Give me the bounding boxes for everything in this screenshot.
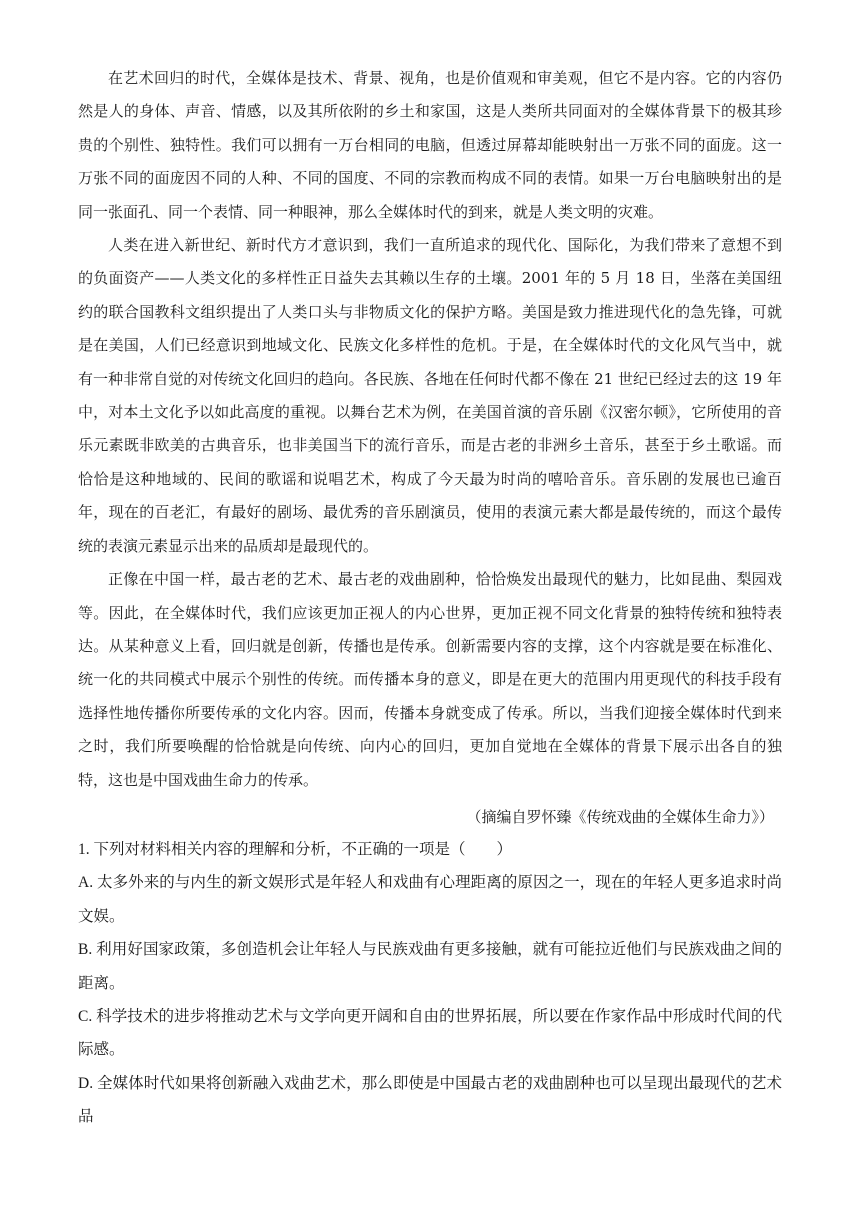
option-a: A. 太多外来的与内生的新文娱形式是年轻人和戏曲有心理距离的原因之一，现在的年轻人更多追求时尚文娱。 bbox=[78, 874, 782, 925]
document-page bbox=[78, 62, 782, 1134]
option-d: D. 全媒体时代如果将创新融入戏曲艺术，那么即使是中国最古老的戏曲剧种也可以呈现出最现代的艺术品 bbox=[78, 1074, 782, 1126]
option-b: B. 利用好国家政策，多创造机会让年轻人与民族戏曲有更多接触，就有可能拉近他们与民族戏曲之间的距离。 bbox=[78, 941, 782, 992]
question-stem: 1. 下列对材料相关内容的理解和分析，不正确的一项是（ ） bbox=[78, 840, 513, 858]
passage-source: （摘编自罗怀臻《传统戏曲的全媒体生命力》） bbox=[466, 807, 774, 826]
passage-paragraph-1: 在艺术回归的时代，全媒体是技术、背景、视角，也是价值观和审美观，但它不是内容。它的内容仍然是人的身体、声音、情感，以及其所依附的乡土和家国，这是人类所共同面对的全媒体背景下的极其珍贵的个别性、独特性。我们可以拥有一万台相同的电脑，但透过屏幕却能映射出一万张不同的面庞。这一万张不同的面庞因不同的人种、不同的国度、不同的宗教而构成不同的表情。如果一万台电脑映射出的是同一张面孔、同一个表情、同一种眼神，那么全媒体时代的到来，就是人类文明的灾难。 bbox=[78, 69, 782, 221]
passage-paragraph-3: 正像在中国一样，最古老的艺术、最古老的戏曲剧种，恰恰焕发出最现代的魅力，比如昆曲、梨园戏等。因此，在全媒体时代，我们应该更加正视人的内心世界，更加正视不同文化背景的独特传统和独特表达。从某种意义上看，回归就是创新，传播也是传承。创新需要内容的支撑，这个内容就是要在标准化、统一化的共同模式中展示个别性的传统。而传播本身的意义，即是在更大的范围内用更现代的科技手段有选择性地传播你所要传承的文化内容。因而，传播本身就变成了传承。所以，当我们迎接全媒体时代到来之时，我们所要唤醒的恰恰就是向传统、向内心的回归，更加自觉地在全媒体的背景下展示出各自的独特，这也是中国戏曲生命力的传承。 bbox=[78, 570, 782, 789]
passage-paragraph-2: 人类在进入新世纪、新时代方才意识到，我们一直所追求的现代化、国际化，为我们带来了意想不到的负面资产——人类文化的多样性正日益失去其赖以生存的土壤。2001 年的 5 月 18 日，坐落在美国纽约的联合国教科文组织提出了人类口头与非物质文化的保护方略。美国是致力推进现代化的急先锋，可就是在美国，人们已经意识到地域文化、民族文化多样性的危机。于是，在全媒体时代的文化风气当中，就有一种非常自觉的对传统文化回归的趋向。各民族、各地在任何时代都不像在 21 世纪已经过去的这 19 年中，对本土文化予以如此高度的重视。以舞台艺术为例，在美国首演的音乐剧《汉密尔顿》，它所使用的音乐元素既非欧美的古典音乐，也非美国当下的流行音乐，而是古老的非洲乡土音乐，甚至于乡土歌谣。而恰恰是这种地域的、民间的歌谣和说唱艺术，构成了今天最为时尚的嘻哈音乐。音乐剧的发展也已逾百年，现在的百老汇，有最好的剧场、最优秀的音乐剧演员，使用的表演元素大都是最传统的，而这个最传统的表演元素显示出来的品质却是最现代的。 bbox=[78, 236, 782, 555]
option-c: C. 科学技术的进步将推动艺术与文学向更开阔和自由的世界拓展，所以要在作家作品中形成时代间的代际感。 bbox=[78, 1007, 782, 1059]
